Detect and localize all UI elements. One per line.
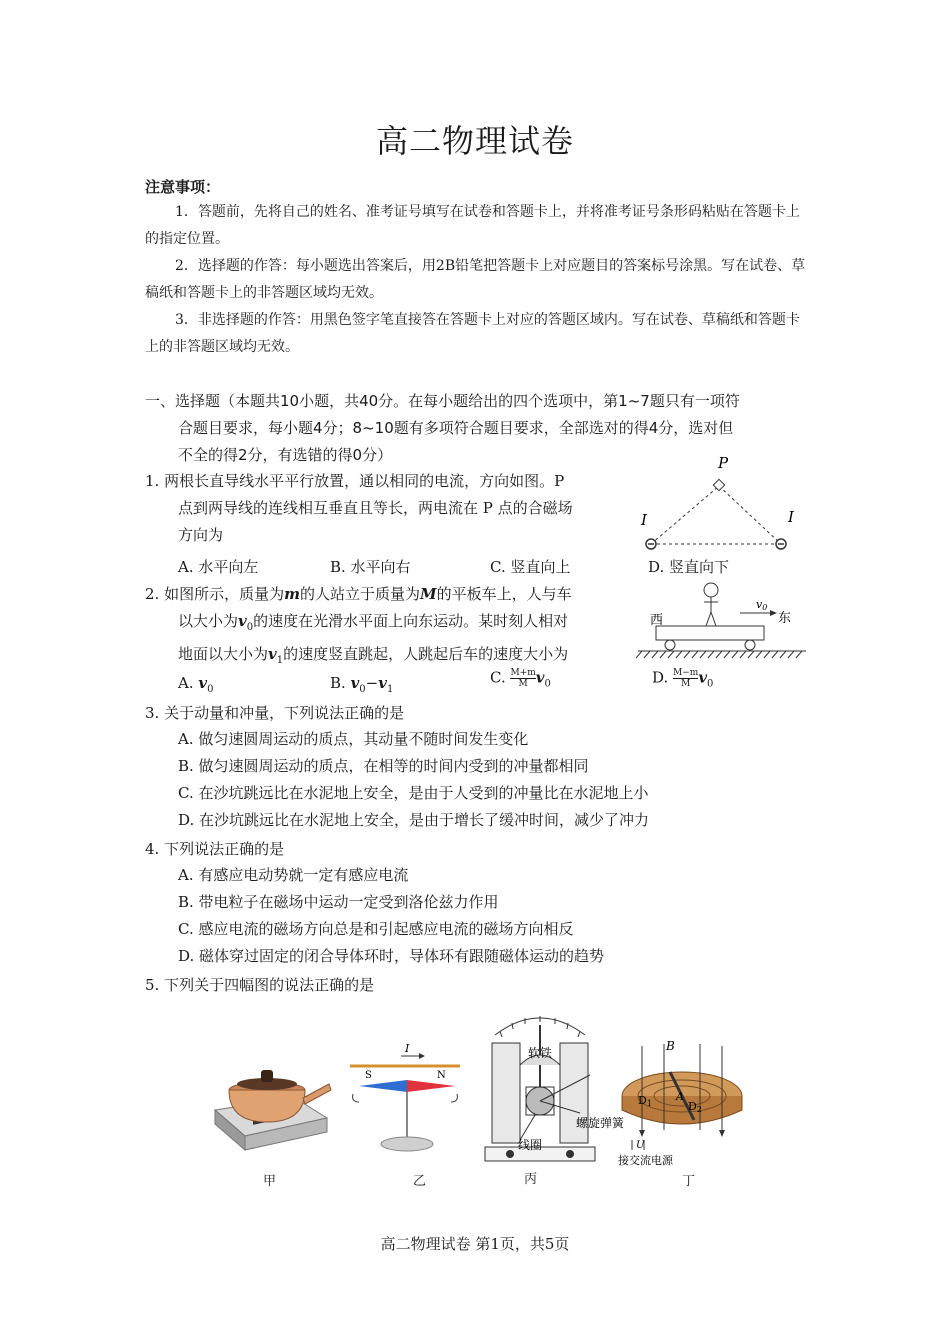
q2-option-c: C. $\frac{M+m}{M}$ $v_0$ — [490, 668, 551, 690]
q2-stem-line — [145, 608, 635, 641]
current-right-label: I — [788, 508, 794, 526]
notice-item: 3．非选择题的作答：用黑色签字笔直接答在答题卡上对应的答题区域内。写在试卷、草稿纸和答题卡上的非答题区域均无效。 — [145, 312, 800, 355]
notice-heading: 注意事项： — [145, 178, 221, 196]
q2-option-d: D. $\frac{M-m}{M}$ $v_0$ — [652, 668, 714, 690]
q2-cart-diagram — [636, 580, 808, 662]
fig-d-cyclotron — [612, 1038, 762, 1168]
velocity-arrow-icon — [770, 610, 777, 616]
point-a-label: A — [676, 1090, 684, 1103]
fig-label-c: 丙 — [524, 1172, 538, 1187]
fig-b-compass — [345, 1040, 465, 1160]
q2-stem-text: 2. 如图所示，质量为 — [145, 585, 285, 603]
q2-mass-M: M — [419, 585, 437, 603]
q1-option-a: A. 水平向左 — [178, 558, 259, 576]
soft-iron-label: 软铁 — [528, 1046, 553, 1060]
q2-option-a: A. $v_0$ — [178, 674, 214, 695]
question-1-stem: 方向为 — [178, 526, 224, 544]
q3-option-d: D. 在沙坑跳远比在水泥地上安全，是由于增长了缓冲时间，减少了冲力 — [178, 811, 650, 829]
section-heading-line: 不全的得2分，有选错的得0分） — [178, 446, 393, 464]
dee-1-label: D1 — [638, 1094, 652, 1108]
compass-needle-s-icon — [359, 1080, 407, 1092]
person-head-icon — [704, 583, 718, 597]
fig-b-current-label: I — [405, 1042, 410, 1055]
page-title: 高二物理试卷 — [375, 122, 574, 160]
question-2 — [145, 581, 635, 674]
spiral-spring-label: 螺旋弹簧 — [576, 1116, 625, 1130]
question-1 — [145, 468, 625, 549]
compass-needle-n-icon — [407, 1080, 455, 1092]
q1-option-d: D. 竖直向下 — [648, 558, 730, 576]
q2-stem-text: 的人站立于质量为 — [299, 585, 420, 603]
q2-subscript: 1 — [276, 655, 284, 666]
fig-label-d: 丁 — [682, 1174, 696, 1189]
q2-stem-text: 以大小为 — [178, 612, 239, 630]
question-5-stem: 5. 下列关于四幅图的说法正确的是 — [145, 976, 375, 994]
section-heading-line: 合题目要求，每小题4分；8~10题有多项符合题目要求，全部选对的得4分，选对但 — [178, 419, 734, 437]
fig-a-induction-cooker — [205, 1040, 335, 1155]
ac-source-label: 接交流电源 — [618, 1154, 673, 1167]
current-left-label: I — [641, 511, 647, 529]
notice-item: 2．选择题的作答：每小题选出答案后，用2B铅笔把答题卡上对应题目的答案标号涂黑。写在试卷、草稿纸和答题卡上的非答题区域均无效。 — [145, 258, 806, 301]
dee-2-label: D2 — [688, 1100, 702, 1114]
q2-stem-text: 地面以大小为 — [178, 645, 269, 663]
coil-label: 线圈 — [518, 1138, 543, 1152]
east-label: 东 — [778, 611, 792, 626]
q2-option-b: B. $v_0-v_1$ — [330, 674, 394, 695]
question-1-stem: 1. 两根长直导线水平平行放置，通以相同的电流，方向如图。P — [145, 472, 565, 490]
fig-label-a: 甲 — [263, 1174, 277, 1189]
field-b-label: B — [666, 1039, 675, 1053]
q2-velocity: v — [238, 612, 247, 630]
q2-stem-text: 的速度竖直跳起，人跳起后车的速度大小为 — [283, 645, 569, 663]
point-p-label: P — [718, 454, 729, 472]
page-footer: 高二物理试卷 第1页，共5页 — [380, 1235, 570, 1253]
q4-option-a: A. 有感应电动势就一定有感应电流 — [178, 866, 409, 884]
question-1-stem: 点到两导线的连线相互垂直且等长，两电流在 P 点的合磁场 — [178, 499, 573, 517]
q2-mass-m: m — [284, 585, 300, 603]
fig-b-s-label: S — [365, 1070, 372, 1081]
v0-label: v0 — [756, 598, 768, 612]
q4-option-c: C. 感应电流的磁场方向总是和引起感应电流的磁场方向相反 — [178, 920, 574, 938]
section-heading-line: 一、选择题（本题共10小题，共40分。在每小题给出的四个选项中，第1~7题只有一项符 — [145, 392, 740, 410]
q3-option-c: C. 在沙坑跳远比在水泥地上安全，是由于人受到的冲量比在水泥地上小 — [178, 784, 649, 802]
voltage-u-label: U — [636, 1140, 645, 1151]
q2-velocity: v — [268, 645, 277, 663]
west-label: 西 — [650, 613, 664, 628]
cart-body-icon — [656, 626, 764, 640]
q1-option-b: B. 水平向右 — [330, 558, 411, 576]
q2-stem-line — [145, 641, 635, 674]
q3-option-a: A. 做匀速圆周运动的质点，其动量不随时间发生变化 — [178, 730, 529, 748]
fig-label-b: 乙 — [413, 1174, 427, 1189]
question-4-stem: 4. 下列说法正确的是 — [145, 840, 285, 858]
q1-wire-diagram — [630, 450, 810, 560]
q2-stem-text: 的平板车上，人与车 — [436, 585, 572, 603]
notice-item: 1．答题前，先将自己的姓名、准考证号填写在试卷和答题卡上，并将准考证号条形码粘贴在答题卡上的指定位置。 — [145, 204, 800, 247]
fig-b-n-label: N — [437, 1070, 446, 1081]
question-3-stem: 3. 关于动量和冲量，下列说法正确的是 — [145, 704, 405, 722]
q2-subscript: 0 — [246, 622, 254, 633]
q1-option-c: C. 竖直向上 — [490, 558, 571, 576]
q3-option-b: B. 做匀速圆周运动的质点，在相等的时间内受到的冲量都相同 — [178, 757, 589, 775]
q4-option-b: B. 带电粒子在磁场中运动一定受到洛伦兹力作用 — [178, 893, 499, 911]
q2-stem-text: 的速度在光滑水平面上向东运动。某时刻人相对 — [253, 612, 569, 630]
magnet-left-icon — [492, 1043, 520, 1143]
q4-option-d: D. 磁体穿过固定的闭合导体环时，导体环有跟随磁体运动的趋势 — [178, 947, 605, 965]
